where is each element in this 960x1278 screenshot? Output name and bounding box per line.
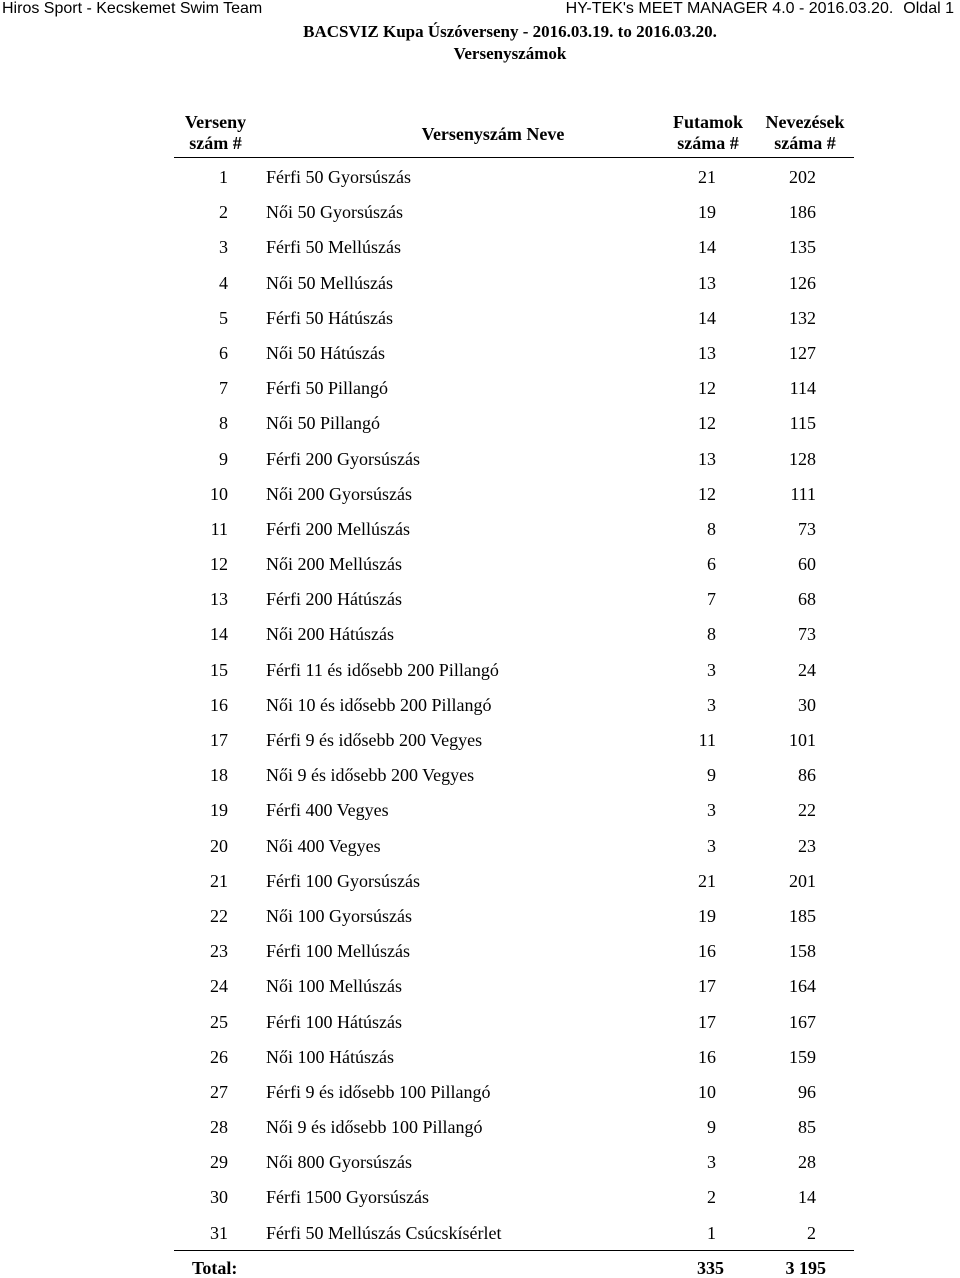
entry-count: 85: [798, 1117, 816, 1138]
event-name: Női 9 és idősebb 200 Vegyes: [266, 765, 475, 786]
title-block: [0, 21, 960, 65]
heat-count: 3: [707, 659, 716, 680]
column-header-entries: [756, 112, 854, 154]
column-header-event-number-line1: Verseny: [184, 112, 247, 132]
entry-count: 23: [798, 835, 816, 856]
header-divider: [174, 157, 854, 158]
table-row: [0, 652, 960, 687]
event-name: Férfi 50 Gyorsúszás: [266, 167, 411, 187]
total-heats: 335: [697, 1258, 724, 1278]
event-number: 28: [210, 1117, 228, 1138]
entry-count: 73: [798, 624, 816, 645]
report-title: Versenyszámok: [453, 44, 567, 63]
table-row: [0, 1109, 960, 1144]
table-row: [0, 511, 960, 546]
heat-count: 19: [698, 905, 716, 926]
table-row: [0, 933, 960, 968]
event-name: Férfi 100 Gyorsúszás: [266, 870, 420, 891]
event-number: 13: [210, 589, 228, 610]
entry-count: 24: [798, 659, 816, 680]
column-header-event-number: [168, 112, 263, 154]
heat-count: 17: [698, 1011, 716, 1032]
event-name: Férfi 9 és idősebb 100 Pillangó: [266, 1081, 491, 1102]
heat-count: 3: [707, 1152, 716, 1173]
table-row: [0, 1215, 960, 1250]
column-header-event-name: Versenyszám Neve: [421, 124, 565, 144]
entry-count: 167: [789, 1011, 816, 1032]
heat-count: 13: [698, 342, 716, 363]
event-name: Női 9 és idősebb 100 Pillangó: [266, 1117, 483, 1138]
heat-count: 19: [698, 202, 716, 223]
entry-count: 185: [789, 905, 816, 926]
column-header-event-number-line2: szám #: [189, 133, 242, 153]
entry-count: 159: [789, 1046, 816, 1067]
table-row: [0, 687, 960, 722]
report-meta: [566, 0, 954, 18]
entry-count: 2: [807, 1222, 816, 1243]
event-number: 30: [210, 1187, 228, 1208]
column-header-heats-line1: Futamok: [672, 112, 743, 132]
entry-count: 68: [798, 589, 816, 610]
event-name: Férfi 1500 Gyorsúszás: [266, 1187, 429, 1208]
heat-count: 14: [698, 307, 716, 328]
table-row: [0, 546, 960, 581]
software-label: HY-TEK's MEET MANAGER 4.0 - 2016.03.20.: [565, 0, 894, 17]
entry-count: 96: [798, 1081, 816, 1102]
event-name: Női 50 Gyorsúszás: [266, 202, 403, 223]
event-number: 8: [219, 413, 228, 434]
event-number: 29: [210, 1152, 228, 1173]
heat-count: 12: [698, 483, 716, 504]
entry-count: 30: [798, 694, 816, 715]
entry-count: 111: [790, 483, 816, 504]
heat-count: 21: [698, 870, 716, 891]
heat-count: 8: [707, 518, 716, 539]
total-entries: 3 195: [785, 1258, 826, 1278]
entry-count: 22: [798, 800, 816, 821]
event-number: 16: [210, 694, 228, 715]
heat-count: 7: [707, 589, 716, 610]
event-number: 14: [210, 624, 228, 645]
table-row: [0, 1039, 960, 1074]
meet-title: BACSVIZ Kupa Úszóverseny - 2016.03.19. to 2016.03.20.: [303, 22, 717, 41]
heat-count: 21: [698, 167, 716, 187]
entry-count: 126: [789, 272, 816, 293]
heat-count: 2: [707, 1187, 716, 1208]
event-name: Női 50 Pillangó: [266, 413, 381, 434]
event-name: Női 100 Gyorsúszás: [266, 905, 412, 926]
event-name: Férfi 200 Gyorsúszás: [266, 448, 420, 469]
table-row: [0, 757, 960, 792]
event-name: Női 200 Hátúszás: [266, 624, 394, 645]
event-number: 21: [210, 870, 228, 891]
event-number: 2: [219, 202, 228, 223]
table-row: [0, 1144, 960, 1179]
heat-count: 3: [707, 835, 716, 856]
event-name: Női 100 Hátúszás: [266, 1046, 394, 1067]
entry-count: 115: [789, 413, 816, 434]
event-name: Női 50 Hátúszás: [266, 342, 385, 363]
entry-count: 128: [789, 448, 816, 469]
event-number: 27: [210, 1081, 228, 1102]
heat-count: 11: [698, 730, 716, 750]
event-number: 6: [219, 342, 228, 363]
entry-count: 14: [798, 1187, 816, 1208]
event-name: Férfi 100 Hátúszás: [266, 1011, 402, 1032]
event-number: 7: [219, 378, 228, 399]
table-row: [0, 616, 960, 651]
event-number: 1: [219, 167, 228, 187]
table-row: [0, 194, 960, 229]
table-row: [0, 300, 960, 335]
event-number: 22: [210, 905, 228, 926]
event-name: Női 400 Vegyes: [266, 835, 381, 856]
entry-count: 135: [789, 237, 816, 258]
entry-count: 132: [789, 307, 816, 328]
table-row: [0, 476, 960, 511]
heat-count: 12: [698, 378, 716, 399]
table-row: [0, 229, 960, 264]
event-name: Férfi 50 Hátúszás: [266, 307, 393, 328]
entry-count: 101: [789, 730, 816, 750]
entry-count: 60: [798, 554, 816, 575]
event-number: 26: [210, 1046, 228, 1067]
event-number: 4: [219, 272, 228, 293]
table-row: [0, 405, 960, 440]
event-name: Férfi 9 és idősebb 200 Vegyes: [266, 730, 483, 750]
table-row: [0, 335, 960, 370]
event-number: 17: [210, 730, 228, 750]
event-number: 31: [210, 1222, 228, 1243]
entry-count: 164: [789, 976, 816, 997]
table-row: [0, 159, 960, 194]
event-number: 5: [219, 307, 228, 328]
page-number: Oldal 1: [903, 0, 954, 17]
column-header-entries-line1: Nevezések: [765, 112, 845, 132]
entry-count: 28: [798, 1152, 816, 1173]
event-name: Férfi 11 és idősebb 200 Pillangó: [266, 659, 499, 680]
total-label: Total:: [192, 1258, 238, 1278]
heat-count: 3: [707, 800, 716, 821]
heat-count: 14: [698, 237, 716, 258]
heat-count: 16: [698, 941, 716, 962]
table-row: [0, 722, 960, 757]
event-name: Férfi 50 Mellúszás Csúcskísérlet: [266, 1222, 502, 1243]
event-number: 25: [210, 1011, 228, 1032]
table-row: [0, 441, 960, 476]
event-name: Férfi 100 Mellúszás: [266, 941, 410, 962]
entry-count: 86: [798, 765, 816, 786]
heat-count: 12: [698, 413, 716, 434]
event-name: Férfi 400 Vegyes: [266, 800, 389, 821]
heat-count: 8: [707, 624, 716, 645]
table-row: [0, 968, 960, 1003]
heat-count: 16: [698, 1046, 716, 1067]
event-number: 12: [210, 554, 228, 575]
entry-count: 158: [789, 941, 816, 962]
event-number: 20: [210, 835, 228, 856]
team-name: Hiros Sport - Kecskemet Swim Team: [2, 0, 263, 17]
entry-count: 73: [798, 518, 816, 539]
table-row: [0, 898, 960, 933]
event-number: 15: [210, 659, 228, 680]
column-header-entries-line2: száma #: [774, 133, 836, 153]
heat-count: 13: [698, 448, 716, 469]
event-name: Női 10 és idősebb 200 Pillangó: [266, 694, 492, 715]
entry-count: 186: [789, 202, 816, 223]
table-row: [0, 828, 960, 863]
event-name: Női 800 Gyorsúszás: [266, 1152, 412, 1173]
event-number: 18: [210, 765, 228, 786]
heat-count: 9: [707, 765, 716, 786]
entry-count: 114: [789, 378, 816, 399]
event-number: 19: [210, 800, 228, 821]
event-number: 24: [210, 976, 228, 997]
entry-count: 202: [789, 167, 816, 187]
table-row: [0, 581, 960, 616]
entry-count: 201: [789, 870, 816, 891]
event-name: Női 200 Mellúszás: [266, 554, 402, 575]
event-name: Férfi 50 Pillangó: [266, 378, 388, 399]
total-divider: [174, 1250, 854, 1251]
table-row: [0, 1004, 960, 1039]
entry-count: 127: [789, 342, 816, 363]
heat-count: 17: [698, 976, 716, 997]
table-row: [0, 1179, 960, 1214]
event-name: Női 200 Gyorsúszás: [266, 483, 412, 504]
event-name: Férfi 200 Hátúszás: [266, 589, 402, 610]
event-table: [0, 159, 960, 1250]
event-name: Férfi 50 Mellúszás: [266, 237, 401, 258]
event-number: 3: [219, 237, 228, 258]
event-number: 11: [210, 518, 228, 539]
heat-count: 9: [707, 1117, 716, 1138]
event-name: Férfi 200 Mellúszás: [266, 518, 410, 539]
table-row: [0, 370, 960, 405]
table-row: [0, 1074, 960, 1109]
heat-count: 10: [698, 1081, 716, 1102]
event-number: 23: [210, 941, 228, 962]
event-number: 10: [210, 483, 228, 504]
heat-count: 3: [707, 694, 716, 715]
heat-count: 1: [707, 1222, 716, 1243]
heat-count: 6: [707, 554, 716, 575]
table-row: [0, 792, 960, 827]
table-row: [0, 265, 960, 300]
event-name: Női 50 Mellúszás: [266, 272, 393, 293]
column-header-heats-line2: száma #: [677, 133, 739, 153]
column-header-heats: [660, 112, 756, 154]
heat-count: 13: [698, 272, 716, 293]
table-row: [0, 863, 960, 898]
event-name: Női 100 Mellúszás: [266, 976, 402, 997]
event-number: 9: [219, 448, 228, 469]
